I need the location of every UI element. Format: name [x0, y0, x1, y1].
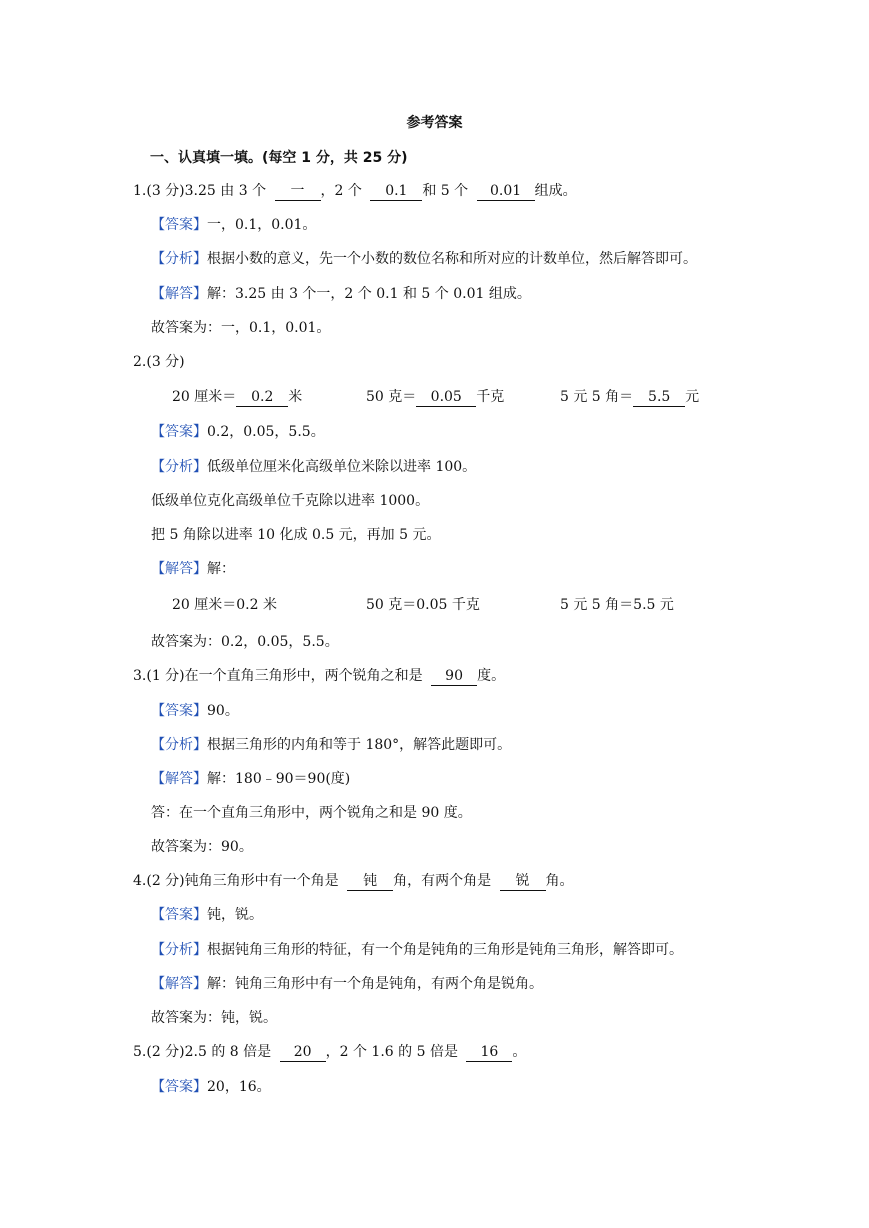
analysis-text: 根据三角形的内角和等于 180°，解答此题即可。: [207, 737, 512, 753]
question-text: 度。: [477, 668, 506, 684]
analysis-text: 根据钝角三角形的特征，有一个角是钝角的三角形是钝角三角形，解答即可。: [207, 942, 683, 958]
analysis-tag: 【分析】: [151, 737, 207, 753]
item-text: 5 元 5 角＝: [560, 389, 634, 405]
question-text: 角。: [545, 873, 574, 889]
section-heading: 一、认真填一填。(每空 1 分，共 25 分): [150, 150, 408, 166]
analysis-line: [151, 735, 511, 755]
answer-blank: 16: [466, 1043, 512, 1062]
solution-text: 解：180﹣90＝90(度): [207, 771, 351, 787]
solution-line: [151, 284, 531, 304]
answer-blank: 20: [280, 1043, 326, 1062]
solution-line: [151, 559, 235, 579]
final-answer: 故答案为：钝，锐。: [151, 1010, 277, 1026]
answer-blank: 90: [431, 667, 477, 686]
final-answer: 故答案为：一，0.1，0.01。: [151, 320, 331, 336]
analysis-line: [151, 249, 697, 269]
item-text: 元: [685, 389, 700, 405]
solution-tag: 【解答】: [151, 286, 207, 302]
item-text: 千克: [476, 389, 505, 405]
analysis-line: [151, 940, 683, 960]
answer-tag: 【答案】: [151, 1079, 207, 1095]
question-text: ，2 个 1.6 的 5 倍是: [325, 1044, 458, 1060]
question-2: 2.(3 分): [133, 354, 185, 370]
analysis-text: 低级单位厘米化高级单位米除以进率 100。: [207, 459, 477, 475]
question-text: 角，有两个角是: [393, 873, 492, 889]
solution-text: 解：钝角三角形中有一个角是钝角，有两个角是锐角。: [207, 976, 543, 992]
analysis-line: [151, 457, 476, 477]
question-text: 5.(2 分)2.5 的 8 倍是: [133, 1044, 272, 1060]
final-answer: 故答案为：0.2，0.05，5.5。: [151, 634, 339, 650]
question-text: 4.(2 分)钝角三角形中有一个角是: [133, 873, 339, 889]
analysis-tag: 【分析】: [151, 251, 207, 267]
answer-text: 90。: [207, 703, 239, 719]
final-answer: 故答案为：90。: [151, 839, 253, 855]
answer-text: 一，0.1，0.01。: [207, 217, 317, 233]
answer-line: [151, 905, 263, 925]
answer-blank: 0.01: [477, 182, 535, 201]
solution-line: [151, 974, 543, 994]
question-text: 3.(1 分)在一个直角三角形中，两个锐角之和是: [133, 668, 423, 684]
item-text: 米: [288, 389, 303, 405]
answer-text: 20，16。: [207, 1079, 271, 1095]
analysis-tag: 【分析】: [151, 459, 207, 475]
answer-tag: 【答案】: [151, 424, 207, 440]
question-text: 。: [512, 1044, 527, 1060]
analysis-text: 根据小数的意义，先一个小数的数位名称和所对应的计数单位，然后解答即可。: [207, 251, 697, 267]
solution-text: 解：3.25 由 3 个一，2 个 0.1 和 5 个 0.01 组成。: [207, 286, 531, 302]
answer-blank: 锐: [500, 872, 546, 891]
item-text: 50 克＝: [366, 389, 417, 405]
answer-tag: 【答案】: [151, 703, 207, 719]
question-text: ，2 个: [320, 183, 362, 199]
answer-tag: 【答案】: [151, 217, 207, 233]
conversion-item: [560, 387, 699, 407]
page-title: 参考答案: [406, 115, 463, 131]
conversion-item: [366, 387, 504, 407]
answer-blank: 0.2: [236, 388, 288, 407]
solution-tag: 【解答】: [151, 976, 207, 992]
answer-text: 钝，锐。: [207, 907, 263, 923]
solution-text: 20 厘米＝0.2 米: [172, 597, 277, 613]
conversion-item: [172, 387, 302, 407]
answer-line: [151, 215, 316, 235]
answer-blank: 5.5: [633, 388, 685, 407]
question-text: 1.(3 分)3.25 由 3 个: [133, 183, 267, 199]
question-text: 和 5 个: [422, 183, 469, 199]
question-3: [133, 666, 505, 686]
question-text: 组成。: [534, 183, 577, 199]
answer-blank: 钝: [347, 872, 393, 891]
solution-text: 50 克＝0.05 千克: [366, 597, 480, 613]
reply-text: 答：在一个直角三角形中，两个锐角之和是 90 度。: [151, 805, 472, 821]
answer-blank: 0.1: [370, 182, 422, 201]
solution-line: [151, 769, 350, 789]
solution-tag: 【解答】: [151, 561, 207, 577]
answer-line: [151, 1077, 271, 1097]
question-4: [133, 871, 574, 891]
answer-text: 0.2，0.05，5.5。: [207, 424, 325, 440]
answer-line: [151, 701, 239, 721]
item-text: 20 厘米＝: [172, 389, 237, 405]
question-5: [133, 1042, 526, 1062]
answer-line: [151, 422, 325, 442]
analysis-text: 低级单位克化高级单位千克除以进率 1000。: [151, 493, 430, 509]
solution-text: 5 元 5 角＝5.5 元: [560, 597, 674, 613]
solution-text: 解：: [207, 561, 235, 577]
answer-blank: 0.05: [416, 388, 476, 407]
question-1: [133, 181, 577, 201]
solution-tag: 【解答】: [151, 771, 207, 787]
analysis-text: 把 5 角除以进率 10 化成 0.5 元，再加 5 元。: [151, 527, 441, 543]
analysis-tag: 【分析】: [151, 942, 207, 958]
answer-blank: 一: [275, 182, 321, 201]
answer-tag: 【答案】: [151, 907, 207, 923]
